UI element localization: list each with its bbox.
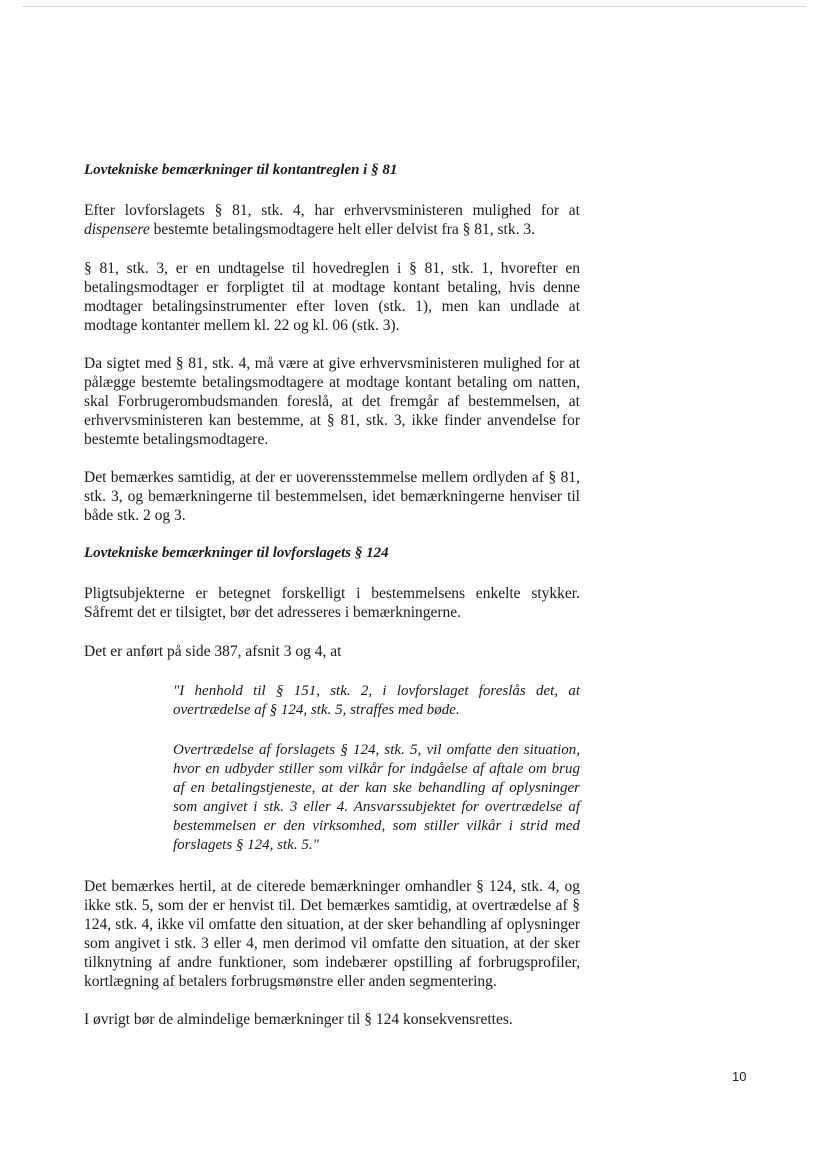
- section-heading-124: Lovtekniske bemærkninger til lovforslagets § 124: [84, 545, 389, 561]
- document-body: [84, 161, 580, 1029]
- page-number: 10: [732, 1069, 747, 1084]
- section-heading-81: Lovtekniske bemærkninger til kontantreglen i § 81: [84, 162, 398, 178]
- paragraph-1-italic: dispensere: [84, 221, 150, 238]
- paragraph-6: Det er anført på side 387, afsnit 3 og 4, at: [84, 643, 342, 660]
- paragraph-1-rest: bestemte betalingsmodtagere helt eller delvist fra § 81, stk. 3.: [149, 221, 535, 238]
- paragraph-4: Det bemærkes samtidig, at der er uoverensstemmelse mellem ordlyden af § 81, stk. 3, og bemærkningerne til bestemmelsen, idet bemærkningerne henviser til både stk. 2 og 3.: [84, 469, 580, 524]
- top-rule: [22, 6, 806, 7]
- paragraph-7: Det bemærkes hertil, at de citerede bemærkninger omhandler § 124, stk. 4, og ikke stk. 5, som der er henvist til. Det bemærkes samtidig, at overtrædelse af § 124, stk. 4, ikke vil omfatte den situation, at der sker behandling af oplysninger som angivet i stk. 3 eller 4, men derimod vil omfatte den situation, at der sker tilknytning af andre funktioner, som indebærer opstilling af forbrugsprofiler, kortlægning af betalers forbrugsmønstre eller anden segmentering.: [84, 878, 580, 990]
- quote-paragraph-1: "I henhold til § 151, stk. 2, i lovforslaget foreslås det, at overtrædelse af § 124, stk. 5, straffes med bøde.: [173, 683, 580, 718]
- paragraph-1: [84, 201, 580, 239]
- paragraph-2: § 81, stk. 3, er en undtagelse til hovedreglen i § 81, stk. 1, hvorefter en betalingsmodtager er forpligtet til at modtage kontant betaling, hvis denne modtager betalingsinstrumenter efter loven (stk. 1), men kan undlade at modtage kontanter mellem kl. 22 og kl. 06 (stk. 3).: [84, 260, 580, 334]
- paragraph-8: I øvrigt bør de almindelige bemærkninger til § 124 konsekvensrettes.: [84, 1011, 513, 1028]
- paragraph-1-text: Efter lovforslagets § 81, stk. 4, har erhvervsministeren mulighed for at: [84, 202, 580, 219]
- paragraph-5: Pligtsubjekterne er betegnet forskelligt i bestemmelsens enkelte stykker. Såfremt det er tilsigtet, bør det adresseres i bemærkningerne.: [84, 585, 580, 621]
- paragraph-3: Da sigtet med § 81, stk. 4, må være at give erhvervsministeren mulighed for at pålægge bestemte betalingsmodtagere at modtage kontant betaling om natten, skal Forbrugerombudsmanden foreslå, at det fremgår af bestemmelsen, at erhvervsministeren kan bestemme, at § 81, stk. 3, ikke finder anvendelse for bestemte betalingsmodtagere.: [84, 355, 580, 448]
- quote-paragraph-2: Overtrædelse af forslagets § 124, stk. 5, vil omfatte den situation, hvor en udbyder stiller som vilkår for indgåelse af aftale om brug af en betalingstjeneste, at der kan ske behandling af oplysninger som angivet i stk. 3 eller 4. Ansvarssubjektet for overtrædelse af bestemmelsen er den virksomhed, som stiller vilkår i strid med forslagets § 124, stk. 5.": [173, 742, 580, 853]
